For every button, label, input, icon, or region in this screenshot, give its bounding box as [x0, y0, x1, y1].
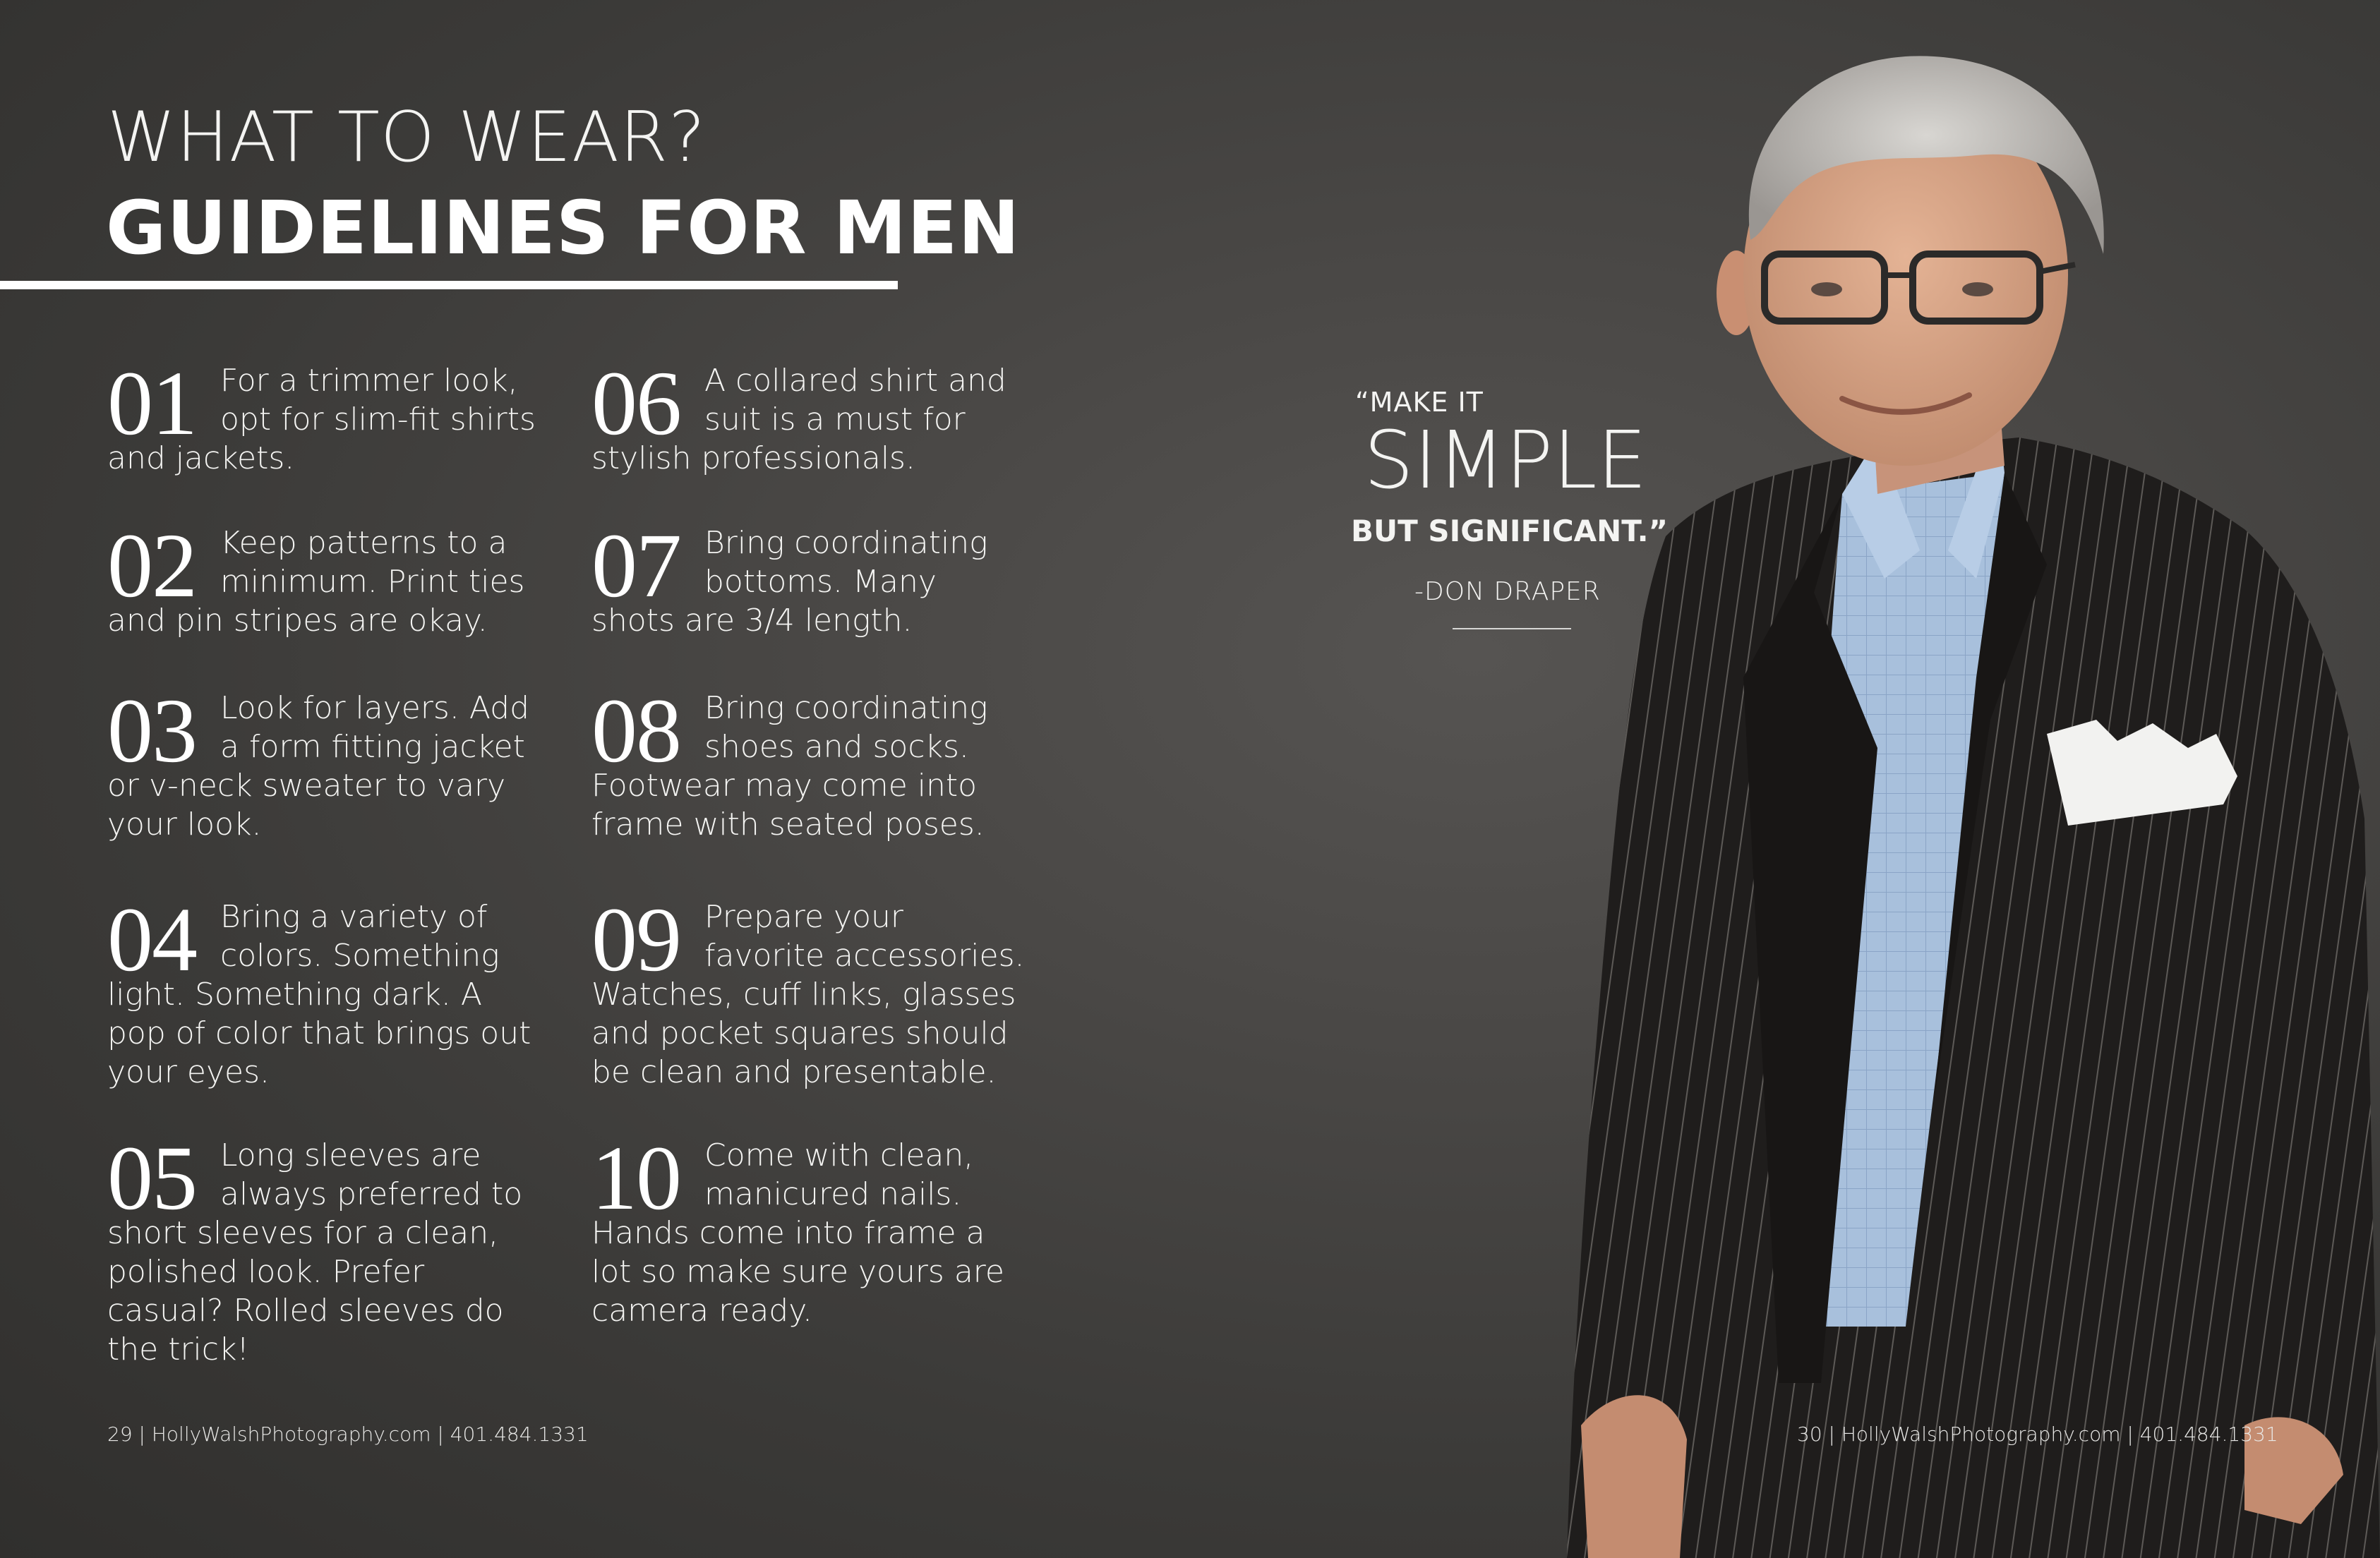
quote-author: -DON DRAPER: [1414, 577, 1601, 606]
guideline-text: Bring coordinating bottoms. Many shots are 3/4 length.: [591, 525, 988, 639]
guideline-text: For a trimmer look, opt for slim-fit shirts and jackets.: [107, 363, 536, 476]
guideline-item-04: [107, 889, 545, 1092]
guideline-item-05: [107, 1128, 545, 1369]
guideline-item-07: [591, 515, 1029, 640]
guideline-number: 09: [591, 889, 680, 991]
guideline-text: Bring coordinating shoes and socks. Footwear may come into frame with seated poses.: [591, 690, 988, 843]
quote-line-1: “MAKE IT: [1355, 387, 1484, 418]
guideline-number: 01: [107, 353, 196, 454]
guideline-number: 02: [107, 515, 196, 617]
guideline-item-09: [591, 889, 1029, 1092]
guideline-number: 05: [107, 1128, 196, 1229]
guideline-text: Prepare your favorite accessories. Watches, cuff links, glasses and pocket squares should be clean and presentable.: [591, 899, 1025, 1090]
guideline-text: Come with clean, manicured nails. Hands come into frame a lot so make sure yours are camera ready.: [591, 1137, 1004, 1329]
footer-right: 30 | HollyWalshPhotography.com | 401.484.1331: [1797, 1423, 2278, 1446]
quote-divider: [1453, 628, 1571, 629]
portrait-photo: [1510, 42, 2380, 1558]
guideline-item-03: [107, 680, 545, 844]
guideline-text: Bring a variety of colors. Something light. Something dark. A pop of color that brings out your eyes.: [107, 899, 531, 1090]
quote-line-3: BUT SIGNIFICANT.”: [1351, 514, 1669, 548]
footer-left: 29 | HollyWalshPhotography.com | 401.484.1331: [107, 1423, 589, 1446]
page-title-bold: GUIDELINES FOR MEN: [106, 185, 1021, 271]
guideline-text: A collared shirt and suit is a must for stylish professionals.: [591, 363, 1006, 476]
guideline-number: 10: [591, 1128, 680, 1229]
guideline-number: 07: [591, 515, 680, 617]
guideline-number: 08: [591, 680, 680, 782]
guideline-number: 03: [107, 680, 196, 782]
title-underline: [0, 281, 898, 289]
quote-line-2: SIMPLE: [1364, 415, 1647, 507]
guideline-text: Look for layers. Add a form fitting jacket or v-neck sweater to vary your look.: [107, 690, 530, 843]
guideline-item-01: [107, 353, 545, 478]
guideline-item-02: [107, 515, 545, 640]
guideline-text: Keep patterns to a minimum. Print ties and pin stripes are okay.: [107, 525, 525, 639]
guideline-number: 04: [107, 889, 196, 991]
guideline-item-08: [591, 680, 1029, 844]
page-title-light: WHAT TO WEAR?: [107, 97, 707, 178]
guideline-text: Long sleeves are always preferred to short sleeves for a clean, polished look. Prefer casual? Rolled sleeves do the trick!: [107, 1137, 523, 1367]
guideline-item-10: [591, 1128, 1029, 1330]
guideline-number: 06: [591, 353, 680, 454]
guideline-item-06: [591, 353, 1029, 478]
